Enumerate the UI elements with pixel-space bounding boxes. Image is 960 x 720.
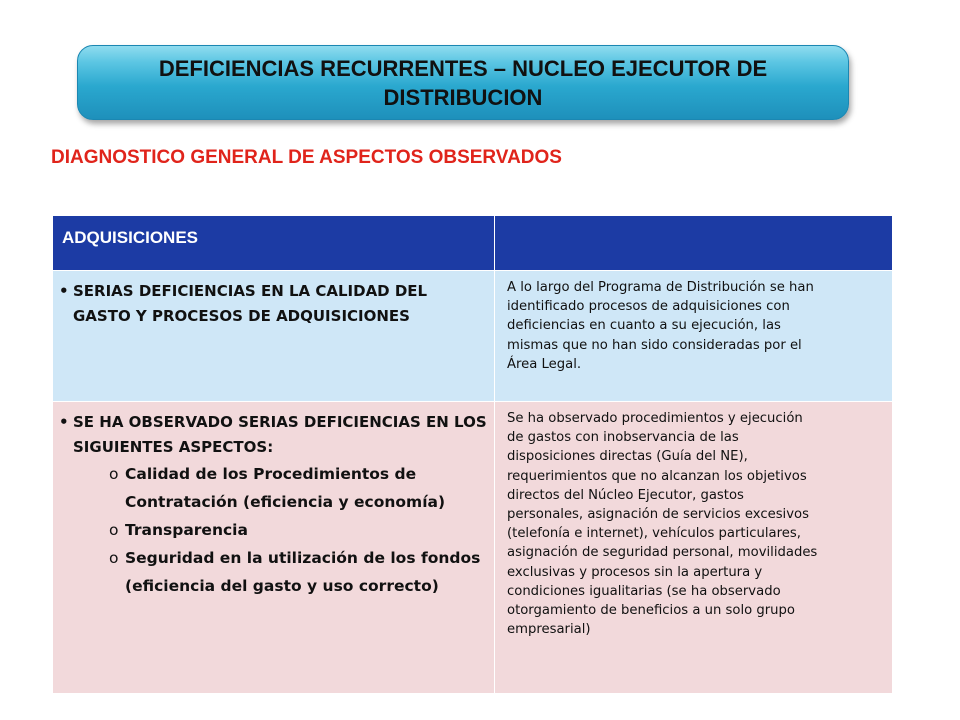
sub-list-item: [59, 460, 488, 516]
text-line: deficiencias en cuanto a su ejecución, las: [507, 318, 781, 334]
text-line: de gastos con inobservancia de las: [507, 430, 739, 446]
table-header-row: [53, 216, 893, 271]
list-item: [59, 410, 488, 460]
row2-left-cell: [53, 402, 495, 694]
table-row: [53, 402, 893, 694]
header-label-right: [496, 217, 891, 228]
text-line: mismas que no han sido consideradas por el: [507, 337, 802, 353]
sub-item-text: Transparencia: [125, 521, 248, 539]
text-line: requerimientos que no alcanzan los objetivos: [507, 468, 807, 484]
diagnostic-table: [52, 215, 893, 694]
row2-right-cell: [495, 402, 893, 694]
text-line: otorgamiento de beneficios a un solo grupo: [507, 603, 795, 619]
text-line: personales, asignación de servicios excesivos: [507, 507, 809, 523]
title-banner: [77, 45, 849, 120]
bullet-dot-icon: •: [59, 282, 69, 300]
text-line: Área Legal.: [507, 356, 582, 372]
row1-left-cell: [53, 271, 495, 402]
text-line: (telefonía e internet), vehículos particulares,: [507, 526, 801, 542]
header-cell-right: [495, 216, 893, 271]
text-line: identificado procesos de adquisiciones con: [507, 299, 790, 315]
sub-list-item: [59, 544, 488, 600]
text-line: asignación de seguridad personal, movilidades: [507, 545, 818, 561]
text-line: empresarial): [507, 622, 591, 638]
section-subtitle: DIAGNOSTICO GENERAL DE ASPECTOS OBSERVADOS: [51, 147, 562, 168]
text-line: A lo largo del Programa de Distribución se han: [507, 280, 814, 295]
text-line: directos del Núcleo Ejecutor, gastos: [507, 487, 744, 503]
row2-bullet-text: SE HA OBSERVADO SERIAS DEFICIENCIAS EN LOS SIGUIENTES ASPECTOS:: [73, 413, 487, 456]
header-label-adquisiciones: ADQUISICIONES: [62, 228, 199, 247]
text-line: disposiciones directas (Guía del NE),: [507, 449, 748, 465]
circle-bullet-icon: o: [109, 521, 119, 539]
text-line: condiciones igualitarias (se ha observado: [507, 583, 781, 599]
text-line: Se ha observado procedimientos y ejecución: [507, 411, 803, 426]
table-row: [53, 271, 893, 402]
row1-bullet-text: SERIAS DEFICIENCIAS EN LA CALIDAD DEL GASTO Y PROCESOS DE ADQUISICIONES: [73, 282, 428, 325]
circle-bullet-icon: o: [109, 549, 119, 567]
row1-right-cell: [495, 271, 893, 402]
text-line: exclusivas y procesos sin la apertura y: [507, 564, 763, 580]
banner-title: DEFICIENCIAS RECURRENTES – NUCLEO EJECUTOR DE DISTRIBUCION: [158, 55, 768, 110]
bullet-dot-icon: •: [59, 413, 69, 431]
sub-item-text: Calidad de los Procedimientos de Contratación (eficiencia y economía): [125, 465, 446, 511]
header-cell-left: [53, 216, 495, 271]
circle-bullet-icon: o: [109, 465, 119, 483]
list-item: [59, 279, 488, 329]
sub-item-text: Seguridad en la utilización de los fondos (eficiencia del gasto y uso correcto): [125, 549, 481, 595]
sub-list-item: [59, 516, 488, 544]
